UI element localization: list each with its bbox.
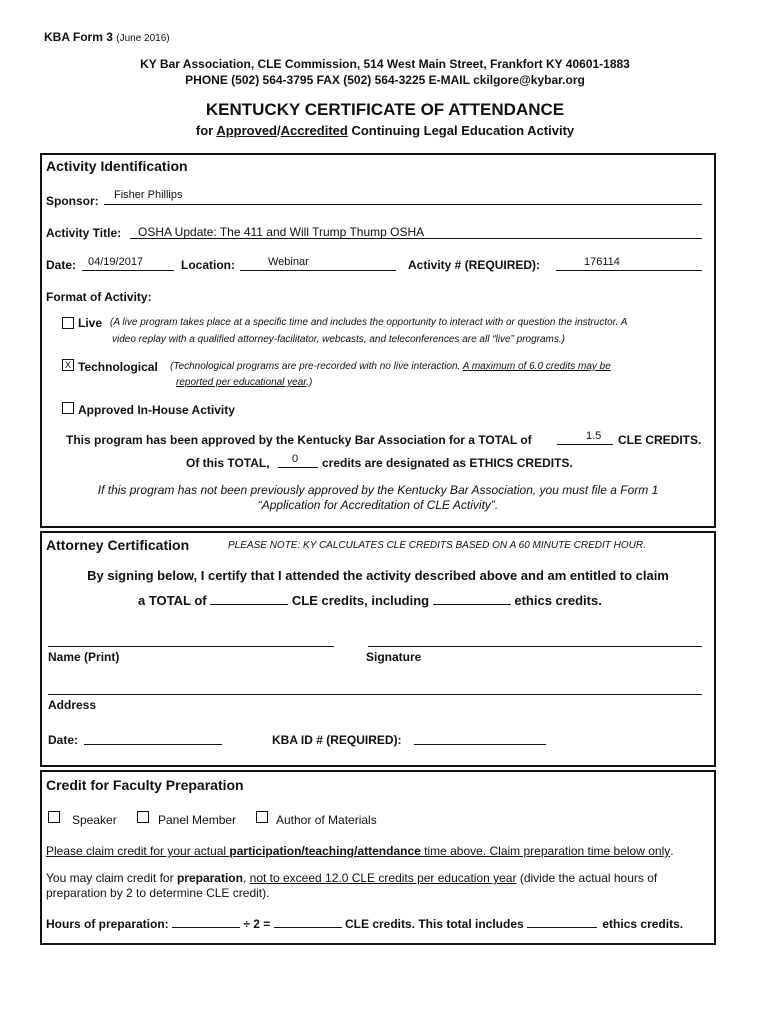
form-date: (June 2016) [116, 33, 170, 44]
tech-desc-2-underlined: reported per educational year [176, 377, 307, 388]
activity-num-label: Activity # (REQUIRED): [408, 258, 541, 272]
sponsor-field[interactable]: Fisher Phillips [114, 189, 183, 201]
address-label: Address [48, 698, 97, 712]
panel-member-checkbox[interactable] [137, 811, 149, 823]
ethics-total-label: ethics credits. [602, 917, 684, 931]
certification-line-1: By signing below, I certify that I attended the activity described above and am entitled to claim [87, 568, 669, 583]
panel-member-label: Panel Member [158, 813, 237, 827]
cert-total-field[interactable] [210, 592, 288, 605]
claim-text-3: . [670, 844, 674, 858]
date-label: Date: [46, 258, 77, 272]
note-line-1: If this program has not been previously approved by the Kentucky Bar Association, you must file a Form 1 [97, 483, 659, 497]
approved-credits-line [557, 444, 613, 445]
faculty-heading: Credit for Faculty Preparation [46, 777, 244, 793]
live-label: Live [78, 316, 103, 330]
subtitle-post: Continuing Legal Education Activity [347, 123, 575, 138]
speaker-label: Speaker [72, 813, 117, 827]
cle-total-label: CLE credits. This total includes [344, 917, 524, 931]
signature-label: Signature [366, 650, 422, 664]
prep-text-1: You may claim credit for [46, 871, 177, 885]
preparation-instructions-1 [46, 871, 657, 885]
tech-desc-1-underlined: A maximum of 6.0 credits may be [462, 361, 611, 372]
inhouse-checkbox[interactable] [62, 402, 74, 414]
name-print-label: Name (Print) [48, 650, 120, 664]
subtitle-approved: Approved [216, 123, 277, 138]
tech-desc-2-text: .) [306, 377, 313, 388]
divide-label: ÷ 2 = [243, 917, 271, 931]
speaker-checkbox[interactable] [48, 811, 60, 823]
attorney-heading: Attorney Certification [46, 537, 190, 553]
approved-credits-field[interactable]: 1.5 [586, 430, 602, 442]
ethics-credits-line [278, 467, 318, 468]
sponsor-field-line [104, 204, 702, 205]
date-field[interactable]: 04/19/2017 [88, 256, 144, 268]
name-print-line[interactable] [48, 646, 334, 647]
address-line: KY Bar Association, CLE Commission, 514 West Main Street, Frankfort KY 40601-1883 [140, 57, 630, 71]
live-desc-1: (A live program takes place at a specific time and includes the opportunity to interact with or question the instructor. A [110, 317, 628, 328]
note-line-2: “Application for Accreditation of CLE Activity”. [257, 498, 499, 512]
inhouse-label: Approved In-House Activity [78, 403, 235, 417]
prep-underlined: not to exceed 12.0 CLE credits per education year [249, 871, 517, 885]
ethics-post: credits are designated as ETHICS CREDITS. [322, 456, 573, 470]
live-checkbox[interactable] [62, 317, 74, 329]
form-id-line [44, 30, 170, 44]
technological-label: Technological [78, 360, 158, 374]
credit-hour-note: PLEASE NOTE: KY CALCULATES CLE CREDITS BASED ON A 60 MINUTE CREDIT HOUR. [228, 540, 646, 551]
kba-id-line[interactable] [414, 744, 546, 745]
claim-instructions [46, 844, 674, 858]
attorney-date-line[interactable] [84, 744, 222, 745]
ethics-credits-field[interactable]: 0 [292, 453, 299, 465]
activity-num-line [556, 270, 702, 271]
sponsor-label: Sponsor: [46, 194, 99, 208]
activity-num-field[interactable]: 176114 [584, 256, 620, 268]
certification-line-2 [138, 592, 602, 608]
page-title: KENTUCKY CERTIFICATE OF ATTENDANCE [205, 100, 565, 119]
subtitle-accredited: Accredited [280, 123, 348, 138]
live-desc-2: video replay with a qualified attorney-facilitator, webcasts, and teleconferences are all “live” programs.) [112, 334, 565, 345]
kba-id-label: KBA ID # (REQUIRED): [272, 733, 402, 747]
tech-desc-1-text: (Technological programs are pre-recorded with no live interaction. [170, 361, 461, 372]
attorney-date-label: Date: [48, 733, 79, 747]
prep-text-3: (divide the actual hours of [516, 871, 658, 885]
prep-bold: preparation [176, 871, 243, 885]
prep-text-2: , [242, 871, 250, 885]
subtitle-slash: / [277, 123, 281, 138]
technological-checkbox[interactable]: X [62, 359, 74, 371]
tech-desc-1 [170, 361, 611, 372]
location-label: Location: [181, 258, 235, 272]
form-id: KBA Form 3 [44, 30, 113, 44]
claim-text-2: time above. Claim preparation time below only [420, 844, 671, 858]
activity-heading: Activity Identification [46, 158, 188, 174]
cert-total-label: a TOTAL of [138, 593, 207, 608]
hours-field[interactable] [172, 916, 240, 928]
claim-text-1: Please claim credit for your actual [46, 844, 230, 858]
activity-title-field[interactable]: OSHA Update: The 411 and Will Trump Thump OSHA [138, 225, 425, 239]
author-label: Author of Materials [276, 813, 377, 827]
hours-row [46, 916, 683, 931]
tech-desc-2 [176, 377, 312, 388]
page-subtitle [0, 123, 770, 138]
date-field-line [82, 270, 174, 271]
subtitle-pre: for [195, 123, 217, 138]
location-field[interactable]: Webinar [268, 256, 309, 268]
attorney-section [40, 531, 716, 767]
signature-line[interactable] [368, 646, 702, 647]
ethics-result-field[interactable] [527, 916, 597, 928]
cert-ethics-label: ethics credits. [514, 593, 602, 608]
hours-label: Hours of preparation: [46, 917, 169, 931]
preparation-instructions-2: preparation by 2 to determine CLE credit). [46, 886, 270, 900]
ethics-pre: Of this TOTAL, [186, 456, 270, 470]
address-line-field[interactable] [48, 694, 702, 695]
activity-title-label: Activity Title: [46, 226, 122, 240]
contact-line: PHONE (502) 564-3795 FAX (502) 564-3225 E-MAIL ckilgore@kybar.org [185, 73, 585, 87]
cle-result-field[interactable] [274, 916, 342, 928]
approved-text-post: CLE CREDITS. [618, 433, 702, 447]
location-field-line [240, 270, 396, 271]
author-checkbox[interactable] [256, 811, 268, 823]
cert-including-label: CLE credits, including [291, 593, 430, 608]
cert-ethics-field[interactable] [433, 592, 511, 605]
claim-bold: participation/teaching/attendance [229, 844, 421, 858]
approved-text-pre: This program has been approved by the Kentucky Bar Association for a TOTAL of [66, 433, 532, 447]
format-label: Format of Activity: [46, 290, 152, 304]
